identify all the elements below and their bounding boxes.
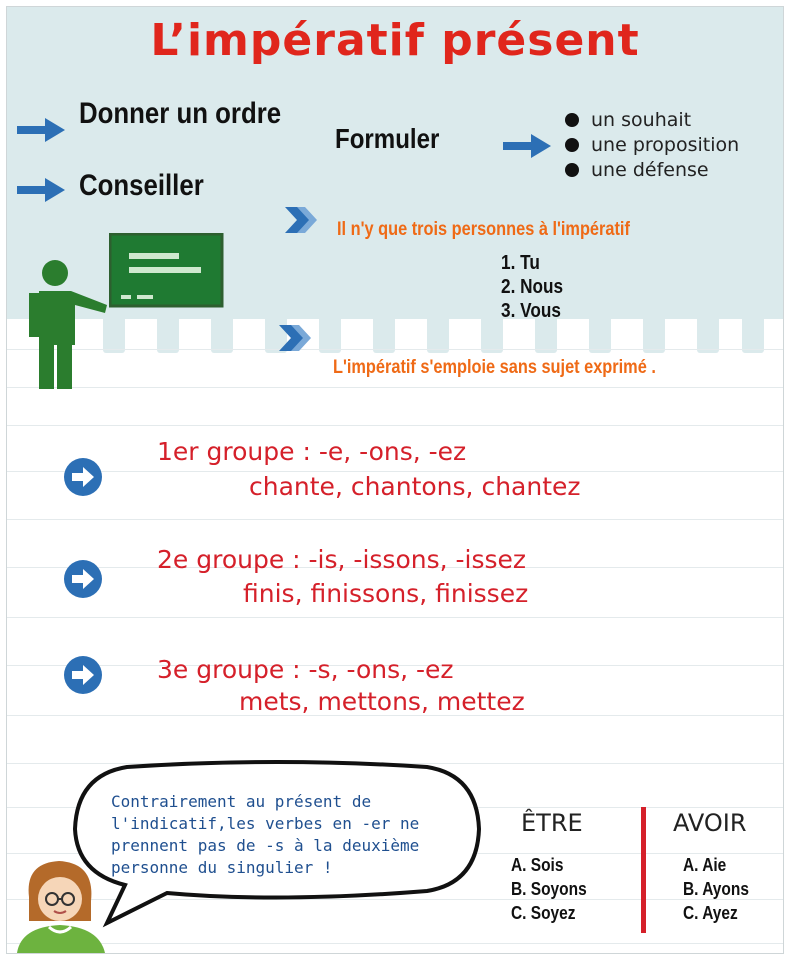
list-item: une défense	[565, 159, 739, 184]
teacher-icon	[25, 257, 121, 391]
group-1-rule: 1er groupe : -e, -ons, -ez	[157, 437, 467, 466]
girl-avatar-icon	[11, 857, 111, 953]
etre-forms	[511, 853, 599, 925]
verb-divider	[641, 807, 646, 933]
no-subject-note: L'impératif s'emploie sans sujet exprimé .	[333, 357, 656, 378]
persons-heading: Il n'y que trois personnes à l'impératif	[337, 219, 630, 240]
circle-arrow-icon	[63, 457, 103, 497]
avoir-heading: AVOIR	[673, 809, 747, 837]
circle-arrow-icon	[63, 655, 103, 695]
list-item: B. Ayons	[683, 879, 749, 899]
use-advise: Conseiller	[79, 169, 204, 202]
persons-list	[501, 251, 573, 323]
use-give-order: Donner un ordre	[79, 97, 282, 130]
list-item: une proposition	[565, 134, 739, 159]
chalkboard-icon	[109, 233, 225, 309]
right-arrow-icon	[15, 115, 67, 145]
infographic	[6, 6, 784, 954]
double-chevron-icon	[281, 203, 323, 237]
formulate-list	[565, 109, 739, 184]
right-arrow-icon	[501, 131, 553, 161]
list-item: A. Sois	[511, 855, 564, 875]
list-item: 2. Nous	[501, 276, 564, 298]
circle-arrow-icon	[63, 559, 103, 599]
right-arrow-icon	[15, 175, 67, 205]
double-chevron-icon	[275, 321, 317, 355]
group-3-example: mets, mettons, mettez	[239, 687, 525, 716]
list-item: C. Soyez	[511, 903, 576, 923]
etre-heading: ÊTRE	[521, 809, 583, 837]
list-item: B. Soyons	[511, 879, 587, 899]
group-2-example: finis, finissons, finissez	[243, 579, 529, 608]
list-item: 3. Vous	[501, 300, 561, 322]
avoir-forms	[683, 853, 760, 925]
group-1-example: chante, chantons, chantez	[249, 472, 581, 501]
list-item: A. Aie	[683, 855, 727, 875]
page-title: L’impératif présent	[150, 15, 640, 66]
use-formulate: Formuler	[335, 123, 440, 154]
list-item: C. Ayez	[683, 903, 738, 923]
group-3-rule: 3e groupe : -s, -ons, -ez	[157, 655, 454, 684]
list-item: 1. Tu	[501, 252, 540, 274]
group-2-rule: 2e groupe : -is, -issons, -issez	[157, 545, 527, 574]
list-item: un souhait	[565, 109, 739, 134]
bubble-text: Contrairement au présent de l'indicatif,les verbes en -er ne prennent pas de -s à la deuxième personne du singulier !	[111, 792, 420, 877]
